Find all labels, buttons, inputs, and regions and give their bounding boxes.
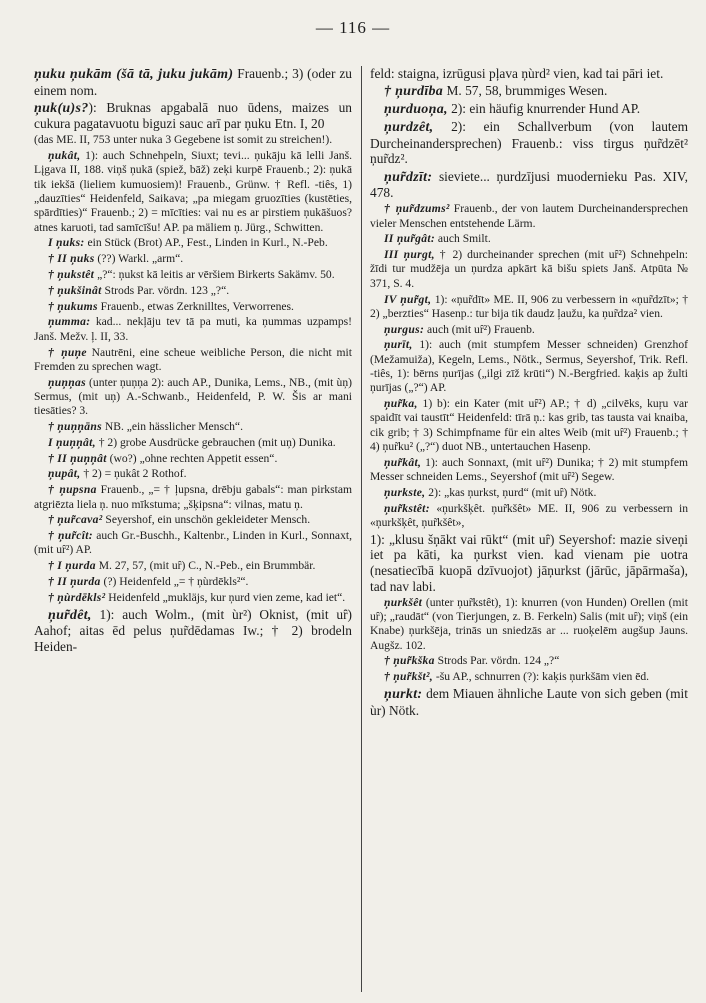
entry-headword: ņurgus:: [384, 322, 425, 336]
dictionary-entry: [370, 202, 688, 231]
dictionary-entry: [34, 268, 352, 282]
entry-text: -šu AP., schnurren (?): kaķis ņurkšām vien ēd.: [433, 670, 650, 684]
entry-headword: ņur̃kât,: [384, 455, 422, 469]
dictionary-entry: [34, 467, 352, 481]
entry-text: 2): „kas ņurkst, ņurd“ (mit uȓ) Nötk.: [425, 485, 597, 499]
dictionary-entry: [370, 232, 688, 246]
dictionary-entry: [34, 575, 352, 589]
dictionary-entry: [34, 100, 352, 132]
dictionary-entry: [34, 66, 352, 98]
entry-headword: ņur̃ka,: [384, 397, 418, 411]
dictionary-entry: [370, 686, 688, 718]
entry-headword: † ņur̃cava²: [48, 513, 103, 527]
dictionary-entry: [34, 376, 352, 419]
entry-headword: † ņuņe: [48, 345, 87, 359]
dictionary-entry: [370, 654, 688, 668]
entry-text: Frauenb.; 3) (oder zu einem nom.: [34, 66, 352, 98]
entry-text: Heidenfeld „mukläjs, kur ņurd vien zeme, kad iet“.: [105, 590, 346, 604]
dictionary-entry: [34, 483, 352, 512]
entry-text: † 2) grobe Ausdrücke gebrauchen (mit uņ) Dunika.: [95, 435, 336, 449]
entry-headword: ņupât,: [48, 467, 81, 481]
entry-text: sieviete... ņurdzījusi muodernieku Pas. XIV, 478.: [370, 168, 688, 201]
entry-headword: † ņurdība: [384, 84, 444, 100]
entry-text: Frauenb., „= † ļupsna, drēbju gabals“: man pirkstam atgriēzta liela ņ. nuo mīkstuma; „šķipsna“: vilnas, matu ņ.: [34, 483, 352, 511]
entry-headword: † ņur̃dzums²: [384, 202, 450, 216]
entry-text: (unter ņur̃kstêt), 1): knurren (von Hunden) Orellen (mit uȓ); „raudāt“ (von Tierjungen, z. B. Ferkeln) Salis (mit uȓ); viņš (ein Knabe) ņurkšēja, trinās un sniedzās ar ... ruoķelēm augšup Jauns. Augšz. 102.: [370, 595, 688, 652]
entry-text: Frauenb., der von lautem Durcheinandersprechen vieler Menschen entstehende Lärm.: [370, 202, 688, 230]
entry-headword: III ņurgt,: [384, 248, 435, 262]
dictionary-entry: [34, 420, 352, 434]
dictionary-entry: [370, 101, 688, 118]
dictionary-entry: [370, 670, 688, 684]
dictionary-entry: [34, 436, 352, 450]
entry-text: dem Miauen ähnliche Laute von sich geben (mit ùr) Nötk.: [370, 685, 688, 718]
dictionary-entry: [370, 119, 688, 167]
entry-text: 1) b): ein Kater (mit uȓ²) AP.; † d) „cilvēks, kuŗu var spaidīt vai taustīt“ Heidenfeld: tīrā ņ.: kas grib, tas tausta vai knaiba, cik grib; † 3) Schimpfname für ein altes Weib (mit uȓ²) Frauenb.; † 4) ņur̃ku² („?“) duot NB., untertauchen Hasenp.: [370, 397, 688, 453]
dictionary-entry: [370, 596, 688, 653]
dictionary-entry: [370, 293, 688, 322]
entry-headword: † II ņuņņât: [48, 451, 107, 465]
dictionary-entry: [34, 529, 352, 558]
dictionary-entry: [34, 300, 352, 314]
dictionary-entry: [370, 66, 688, 82]
entry-headword: † ņur̃kšt²,: [384, 670, 434, 684]
entry-headword: † ņukstêt: [48, 268, 95, 282]
column-divider: [361, 66, 362, 992]
entry-headword: † II ņuks: [48, 252, 95, 266]
entry-text: 1): auch Sonnaxt, (mit uȓ²) Dunika; † 2) mit stumpfem Messer schneiden Lems., Seyershof (mit uȓ²) Segew.: [370, 455, 688, 484]
dictionary-entry: [370, 248, 688, 291]
entry-text: 2): ein häufig knurrender Hund AP.: [447, 101, 641, 117]
dictionary-entry: [370, 338, 688, 395]
entry-text: † 2) = ņukât 2 Rothof.: [80, 467, 187, 481]
entry-headword: † ņur̃kška: [384, 654, 435, 668]
dictionary-entry: [370, 532, 688, 594]
entry-headword: † ņupsna: [48, 483, 97, 497]
entry-text: Nautrēni, eine scheue weibliche Person, die nicht mit Fremden zu sprechen wagt.: [34, 345, 352, 373]
dictionary-entry: [34, 513, 352, 527]
dictionary-entry: [34, 236, 352, 250]
entry-text: ): Bruknas apgabalā nuo ūdens, maizes un cukura pagatavuotu biguzi sauc arī par ņuku Etn. I, 20: [34, 99, 352, 132]
entry-text: Strods Par. vördn. 124 „?“: [434, 654, 560, 668]
dictionary-entry: [34, 284, 352, 298]
entry-headword: ņurkt:: [384, 686, 423, 702]
entry-headword: ņuk(u)s?: [34, 100, 89, 116]
dictionary-entry: [370, 169, 688, 201]
entry-headword: † ņukums: [48, 299, 98, 313]
entry-text: M. 27, 57, (mit uȓ) C., N.-Peb., ein Brummbär.: [95, 559, 316, 573]
dictionary-entry: [34, 346, 352, 375]
dictionary-entry: [370, 323, 688, 337]
entry-headword: ņurduoņa,: [384, 102, 448, 118]
entry-text: auch Gr.-Buschh., Kaltenbr., Linden in Kurl., Sonnaxt, (mit uȓ²) AP.: [34, 529, 352, 557]
entry-text: kad... nekļāju tev tā pa muti, ka ņummas uzpamps! Janš. Mežv. ļ. II, 33.: [34, 315, 352, 343]
entry-headword: † II ņurda: [48, 574, 101, 588]
dictionary-entry: [370, 397, 688, 454]
dictionary-entry: [370, 486, 688, 500]
entry-headword: ņurkšêt: [384, 595, 423, 609]
entry-headword: ņur̃dêt,: [48, 607, 92, 623]
entry-text: (unter ņuņņa 2): auch AP., Dunika, Lems., NB., (mit ùņ) Sermus, (mit uņ) A.-Schwanb., Heidenfeld, P. W. Šis ar mani tiesāties? 3.: [34, 375, 352, 418]
entry-headword: ņur̃kstêt:: [384, 501, 430, 515]
entry-text: Frauenb., etwas Zerknilltes, Verworrenes.: [97, 299, 294, 313]
entry-text: 2): ein Schallverbum (von lautem Durcheinandersprechen) Frauenb.: viss tirgus ņur̃dzēt² ņur̃dz².: [370, 119, 688, 167]
page-number: — 116 —: [315, 18, 391, 37]
dictionary-entry: [370, 502, 688, 531]
dictionary-entry: [370, 83, 688, 100]
entry-headword: ņuņņas: [48, 375, 86, 389]
dictionary-entry: [34, 452, 352, 466]
entry-headword: ņur̃dzīt:: [384, 169, 433, 185]
entry-headword: † ņuņņāns: [48, 420, 102, 434]
entry-headword: I ņuņņât,: [48, 435, 96, 449]
entry-headword: ņurdzêt,: [384, 120, 434, 136]
entry-text: 1): „klusu šņākt vai rūkt“ (mit uȓ) Seyershof: mazie siveņi iet pa kāti, ka ņurkst vien. kad vienam pie uotra (nesatiecībā kuopā dzīvuojot) jāņurkst (jārūc, jāpārmaša), tad nav labi.: [370, 531, 688, 594]
entry-text: 1): auch (mit stumpfem Messer schneiden) Grenzhof (Mežamuiža), Kegeln, Lems., Nötk., Sermus, Seyershof, Trik. Refl. -tiês, 1): bērns ņurījas („ilgi zīž krūti“) N.-Bergfried. kaķis ap žulti ņurījas („?“) AP.: [370, 338, 688, 395]
entry-headword: † ņukšinât: [48, 283, 102, 297]
entry-headword: I ņuks:: [48, 236, 85, 250]
entry-text: (?) Heidenfeld „= † ņùrdēkls²“.: [100, 574, 249, 588]
entry-text: 1): auch Wolm., (mit ùr²) Oknist, (mit uȓ) Aahof; aitas ēd pelus ņur̃dēdamas Iw.; † 2) brodeln Heiden-: [34, 606, 352, 654]
entry-text: (das ME. II, 753 unter nuka 3 Gegebene ist somit zu streichen!).: [34, 133, 333, 147]
entry-text: «ņurkšķêt. ņur̃kšêt» ME. II, 906 zu verbessern in «ņurkšķêt, ņur̃kšêt»,: [370, 501, 688, 529]
entry-headword: † ņur̃cît:: [48, 529, 93, 543]
entry-text: (wo?) „ohne rechten Appetit essen“.: [106, 451, 278, 465]
entry-text: † 2) durcheinander sprechen (mit uȓ²) Schnehpeln: žīdi tur mudžēja un ņurdza apkārt kā bišu spiets Janš. Atpūta № 371, S. 4.: [370, 248, 688, 290]
entry-text: feld: staigna, izrūgusi pļava ņùrd² vien, kad tai pāri iet.: [370, 66, 664, 81]
entry-headword: IV ņur̃gt,: [384, 292, 432, 306]
entry-headword: † I ņurda: [48, 559, 96, 573]
dictionary-entry: [34, 559, 352, 573]
left-column: [34, 66, 352, 992]
dictionary-entry: [34, 607, 352, 655]
entry-headword: II ņur̃gât:: [384, 232, 436, 246]
dictionary-entry: [34, 133, 352, 147]
entry-headword: † ņùrdēkls²: [48, 590, 106, 604]
entry-text: auch Smilt.: [435, 232, 491, 246]
entry-text: „?“: ņukst kā leitis ar vēršiem Birkerts Sakämv. 50.: [94, 268, 335, 282]
entry-text: M. 57, 58, brummiges Wesen.: [443, 83, 608, 99]
entry-text: auch (mit uȓ²) Frauenb.: [424, 322, 535, 336]
entry-text: Seyershof, ein unschön gekleideter Mensch.: [102, 513, 311, 527]
entry-text: 1): «ņur̃dīt» ME. II, 906 zu verbessern in «ņur̃dzīt»; † 2) „berzties“ Hasenp.: tur bija tik daudz ļaužu, ka ņur̃dza² vien.: [370, 292, 688, 320]
entry-text: (??) Warkl. „arm“.: [94, 252, 184, 266]
dictionary-entry: [34, 591, 352, 605]
dictionary-entry: [370, 456, 688, 485]
dictionary-entry: [34, 315, 352, 344]
dictionary-entry: [34, 149, 352, 235]
entry-headword: ņurīt,: [384, 338, 413, 352]
entry-text: 1): auch Schnehpeln, Siuxt; tevi... ņukāju kā lelli Janš. Lįgava II, 188. viņš ņukā (spiež, bāž) zeķi kurpē Frauenb.; 2): ņukā tik iekšā (lieliem kumuosiem)! Frauenb., Grünw. † Refl. -tiês, 1) „dauzīties“ Heidenfeld, Saikava; „pa miegam gruozīties (kustēties, spārdīties)“ Frauenb.; 2) = mīcīties: vai nu es ar pirstiem ņukāšuos? atnes karuoti, tad samīcīšu! AP. pa mäliem ņ. Jürg., Schwitten.: [34, 149, 352, 234]
entry-headword: ņumma:: [48, 315, 91, 329]
dictionary-entry: [34, 252, 352, 266]
right-column: [370, 66, 688, 992]
entry-headword: ņurkste,: [384, 485, 426, 499]
entry-headword: ņuku ņukām (šā tā, juku jukām): [34, 67, 234, 82]
entry-text: ein Stück (Brot) AP., Fest., Linden in Kurl., N.-Peb.: [84, 236, 328, 250]
entry-text: Strods Par. vördn. 123 „?“.: [101, 283, 230, 297]
entry-text: NB. „ein hässlicher Mensch“.: [101, 420, 243, 434]
entry-headword: ņukât,: [48, 149, 81, 163]
